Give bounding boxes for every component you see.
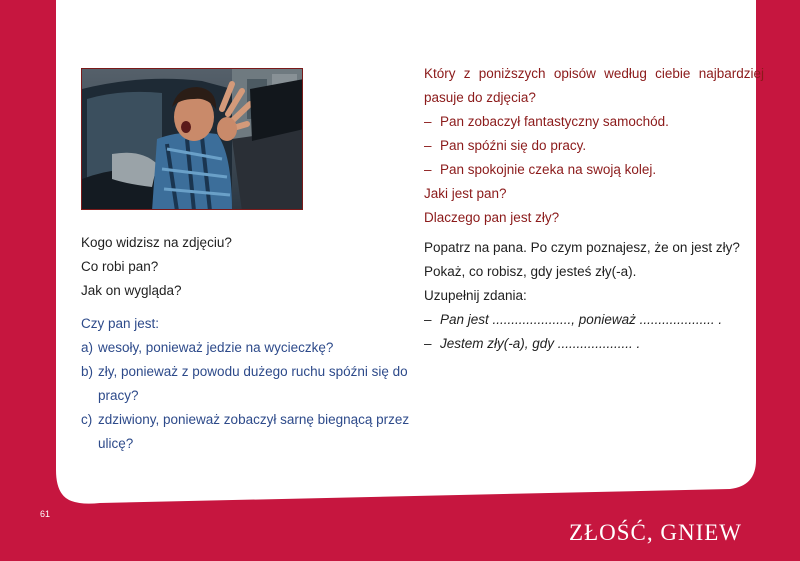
photo-angry-driver	[81, 68, 303, 210]
followup-line: Dlaczego pan jest zły?	[424, 210, 560, 225]
question-line-1: Który z poniższych opisów według ciebie najbardziej	[424, 66, 764, 81]
left-questions	[81, 231, 401, 303]
question-line: Co robi pan?	[81, 259, 159, 274]
instruction-line: Popatrz na pana. Po czym poznajesz, że on jest zły?	[424, 240, 740, 255]
dash-text: Pan spokojnie czeka na swoją kolej.	[440, 162, 657, 177]
option-label: c)	[81, 412, 93, 427]
option-text: zły, ponieważ z powodu dużego ruchu spóźni się do pracy?	[98, 364, 408, 403]
option-label: b)	[81, 364, 94, 379]
page-number: 61	[40, 509, 51, 519]
dash-item	[424, 110, 764, 134]
dash-marker: –	[424, 162, 432, 177]
dash-item	[424, 134, 764, 158]
fill-item	[424, 332, 764, 356]
question-line-2: pasuje do zdjęcia?	[424, 90, 536, 105]
option-item	[81, 360, 411, 408]
option-item	[81, 336, 411, 360]
dash-marker: –	[424, 114, 432, 129]
followup-line: Jaki jest pan?	[424, 186, 507, 201]
right-top-block	[424, 62, 764, 230]
fill-text: Jestem zły(-a), gdy .................... .	[440, 336, 641, 351]
dash-marker: –	[424, 138, 432, 153]
question-line: Jak on wygląda?	[81, 283, 182, 298]
dash-text: Pan zobaczył fantastyczny samochód.	[440, 114, 669, 129]
right-bottom-block	[424, 236, 764, 356]
fill-item	[424, 308, 764, 332]
option-text: zdziwiony, ponieważ zobaczył sarnę biegnącą przez ulicę?	[98, 412, 410, 451]
dash-marker: –	[424, 336, 432, 351]
dash-text: Pan spóźni się do pracy.	[440, 138, 587, 153]
dash-item	[424, 158, 764, 182]
fill-text: Pan jest ....................., ponieważ .................... .	[440, 312, 723, 327]
option-item	[81, 408, 411, 456]
dash-marker: –	[424, 312, 432, 327]
instruction-line: Uzupełnij zdania:	[424, 288, 527, 303]
options-heading: Czy pan jest:	[81, 316, 160, 331]
option-label: a)	[81, 340, 94, 355]
instruction-line: Pokaż, co robisz, gdy jesteś zły(-a).	[424, 264, 637, 279]
chapter-title: ZŁOŚĆ, GNIEW	[569, 520, 742, 545]
option-text: wesoły, ponieważ jedzie na wycieczkę?	[98, 340, 334, 355]
question-line: Kogo widzisz na zdjęciu?	[81, 235, 232, 250]
left-options	[81, 312, 411, 456]
